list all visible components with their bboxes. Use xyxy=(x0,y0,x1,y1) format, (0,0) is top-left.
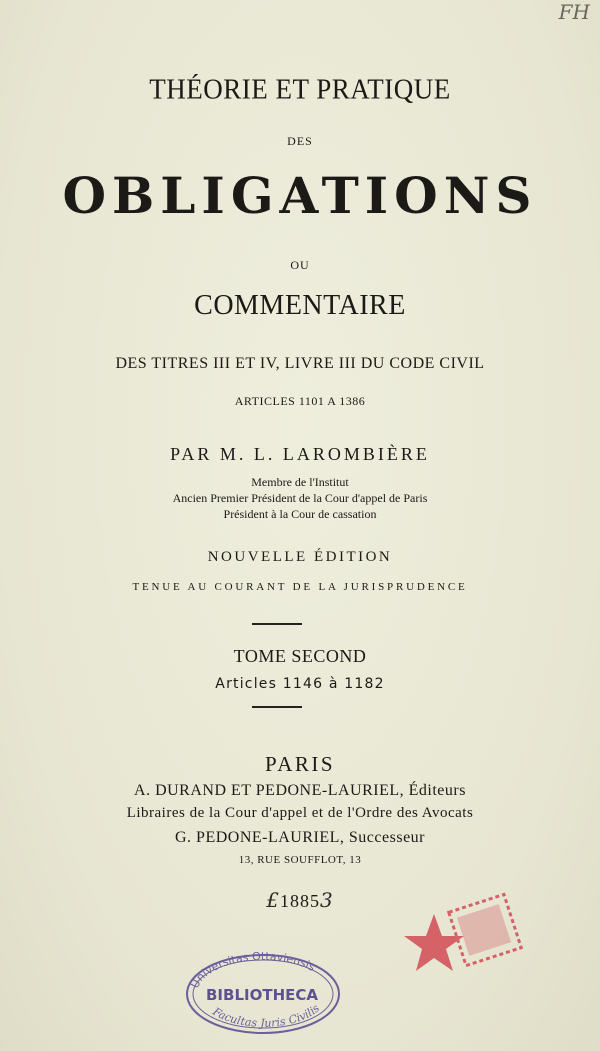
year-suffix: 3 xyxy=(320,888,334,912)
divider-bottom xyxy=(252,706,302,708)
volume-articles: Articles 1146 à 1182 xyxy=(215,676,385,692)
year-prefix: £ xyxy=(266,888,280,912)
pencil-shelf-mark: FH xyxy=(558,0,590,24)
publisher-line-durand: A. DURAND ET PEDONE-LAURIEL, Éditeurs xyxy=(134,782,466,799)
publisher-line-libraires: Libraires de la Cour d'appel et de l'Ordre des Avocats xyxy=(126,805,474,821)
title-line-commentaire: COMMENTAIRE xyxy=(194,290,406,321)
title-line-des: DES xyxy=(287,134,313,148)
stamp-middle-text: BIBLIOTHECA xyxy=(206,986,318,1004)
title-line-articles: ARTICLES 1101 A 1386 xyxy=(234,394,366,408)
publisher-line-pedone: G. PEDONE-LAURIEL, Successeur xyxy=(174,829,425,846)
library-oval-stamp xyxy=(183,951,341,1035)
author-name: PAR M. L. LAROMBIÈRE xyxy=(170,444,430,464)
author-role-institut: Membre de l'Institut xyxy=(251,475,349,489)
stamp-top-text: Universitas Ottaviensis xyxy=(188,951,318,991)
volume-tome: TOME SECOND xyxy=(233,646,367,666)
title-line-theorie: THÉORIE ET PRATIQUE xyxy=(149,73,451,105)
title-line-titres: DES TITRES III ET IV, LIVRE III DU CODE CIVIL xyxy=(115,355,485,372)
main-title-obligations: OBLIGATIONS xyxy=(62,166,538,225)
edition-note: TENUE AU COURANT DE LA JURISPRUDENCE xyxy=(132,581,468,593)
year-value: 1885 xyxy=(280,891,320,911)
publisher-address: 13, RUE SOUFFLOT, 13 xyxy=(238,854,362,866)
stamp-bottom-text: Facultas Juris Civilis xyxy=(210,1001,323,1030)
publisher-city: PARIS xyxy=(264,752,336,776)
author-role-cassation: Président à la Cour de cassation xyxy=(223,507,377,521)
edition-label: NOUVELLE ÉDITION xyxy=(207,549,393,565)
title-line-ou: OU xyxy=(290,258,310,272)
author-role-appel: Ancien Premier Président de la Cour d'appel de Paris xyxy=(172,491,428,505)
red-star-stamp xyxy=(404,884,524,994)
author-roles xyxy=(0,474,600,522)
divider-top xyxy=(252,623,302,625)
